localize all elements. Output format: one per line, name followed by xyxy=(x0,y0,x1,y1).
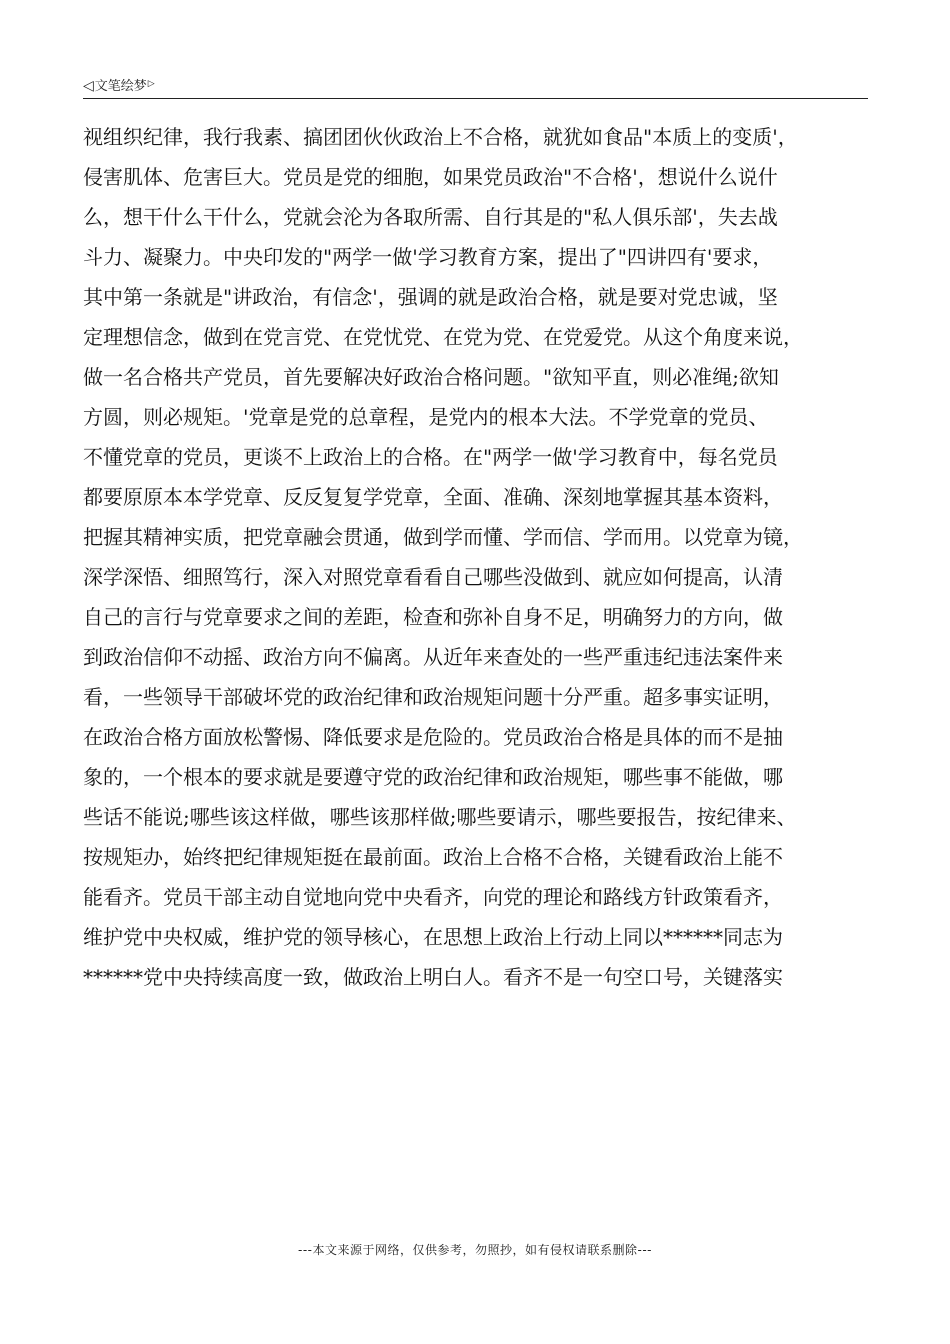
text-line: 方圆，则必规矩。'党章是党的总章程，是党内的根本大法。不学党章的党员、 xyxy=(83,405,769,429)
triangle-left-icon: ◁ xyxy=(83,78,94,94)
text-line: 看，一些领导干部破坏党的政治纪律和政治规矩问题十分严重。超多事实证明， xyxy=(83,685,783,709)
text-line: 能看齐。党员干部主动自觉地向党中央看齐，向党的理论和路线方针政策看齐， xyxy=(83,885,783,909)
document-body xyxy=(83,117,868,997)
text-line: 象的，一个根本的要求就是要遵守党的政治纪律和政治规矩，哪些事不能做，哪 xyxy=(83,765,783,789)
text-line: 些话不能说;哪些该这样做，哪些该那样做;哪些要请示，哪些要报告，按纪律来、 xyxy=(83,805,797,829)
text-line: 视组织纪律，我行我素、搞团团伙伙政治上不合格，就犹如食品"本质上的变质'， xyxy=(83,125,798,149)
text-line: 定理想信念，做到在党言党、在党忧党、在党为党、在党爱党。从这个角度来说， xyxy=(83,325,803,349)
text-line: 自己的言行与党章要求之间的差距，检查和弥补自身不足，明确努力的方向，做 xyxy=(83,605,783,629)
text-line: 到政治信仰不动摇、政治方向不偏离。从近年来查处的一些严重违纪违法案件来 xyxy=(83,645,783,669)
brand-logo xyxy=(83,76,155,95)
text-line: 都要原原本本学党章、反反复复学党章，全面、准确、深刻地掌握其基本资料， xyxy=(83,485,783,509)
text-line: ******党中央持续高度一致，做政治上明白人。看齐不是一句空口号，关键落实 xyxy=(83,965,783,989)
footer-notice: ---本文来源于网络，仅供参考，勿照抄，如有侵权请联系删除--- xyxy=(298,1243,652,1257)
text-line: 斗力、凝聚力。中央印发的"两学一做'学习教育方案，提出了"四讲四有'要求， xyxy=(83,245,773,269)
text-line: 在政治合格方面放松警惕、降低要求是危险的。党员政治合格是具体的而不是抽 xyxy=(83,725,783,749)
text-line: 么，想干什么干什么，党就会沦为各取所需、自行其是的"私人俱乐部'，失去战 xyxy=(83,205,778,229)
text-line: 把握其精神实质，把党章融会贯通，做到学而懂、学而信、学而用。以党章为镜， xyxy=(83,525,803,549)
text-line: 按规矩办，始终把纪律规矩挺在最前面。政治上合格不合格，关键看政治上能不 xyxy=(83,845,783,869)
text-line: 其中第一条就是"讲政治，有信念'，强调的就是政治合格，就是要对党忠诚，坚 xyxy=(83,285,778,309)
text-line: 做一名合格共产党员，首先要解决好政治合格问题。"欲知平直，则必准绳;欲知 xyxy=(83,365,779,389)
text-line: 深学深悟、细照笃行，深入对照党章看看自己哪些没做到、就应如何提高，认清 xyxy=(83,565,783,589)
brand-name: 文笔绘梦 xyxy=(94,79,147,94)
text-line: 侵害肌体、危害巨大。党员是党的细胞，如果党员政治"不合格'，想说什么说什 xyxy=(83,165,778,189)
text-line: 维护党中央权威，维护党的领导核心，在思想上政治上行动上同以******同志为 xyxy=(83,925,783,949)
text-line: 不懂党章的党员，更谈不上政治上的合格。在"两学一做'学习教育中，每名党员 xyxy=(83,445,778,469)
page-header xyxy=(83,72,868,99)
triangle-right-icon: ▷ xyxy=(147,79,155,89)
